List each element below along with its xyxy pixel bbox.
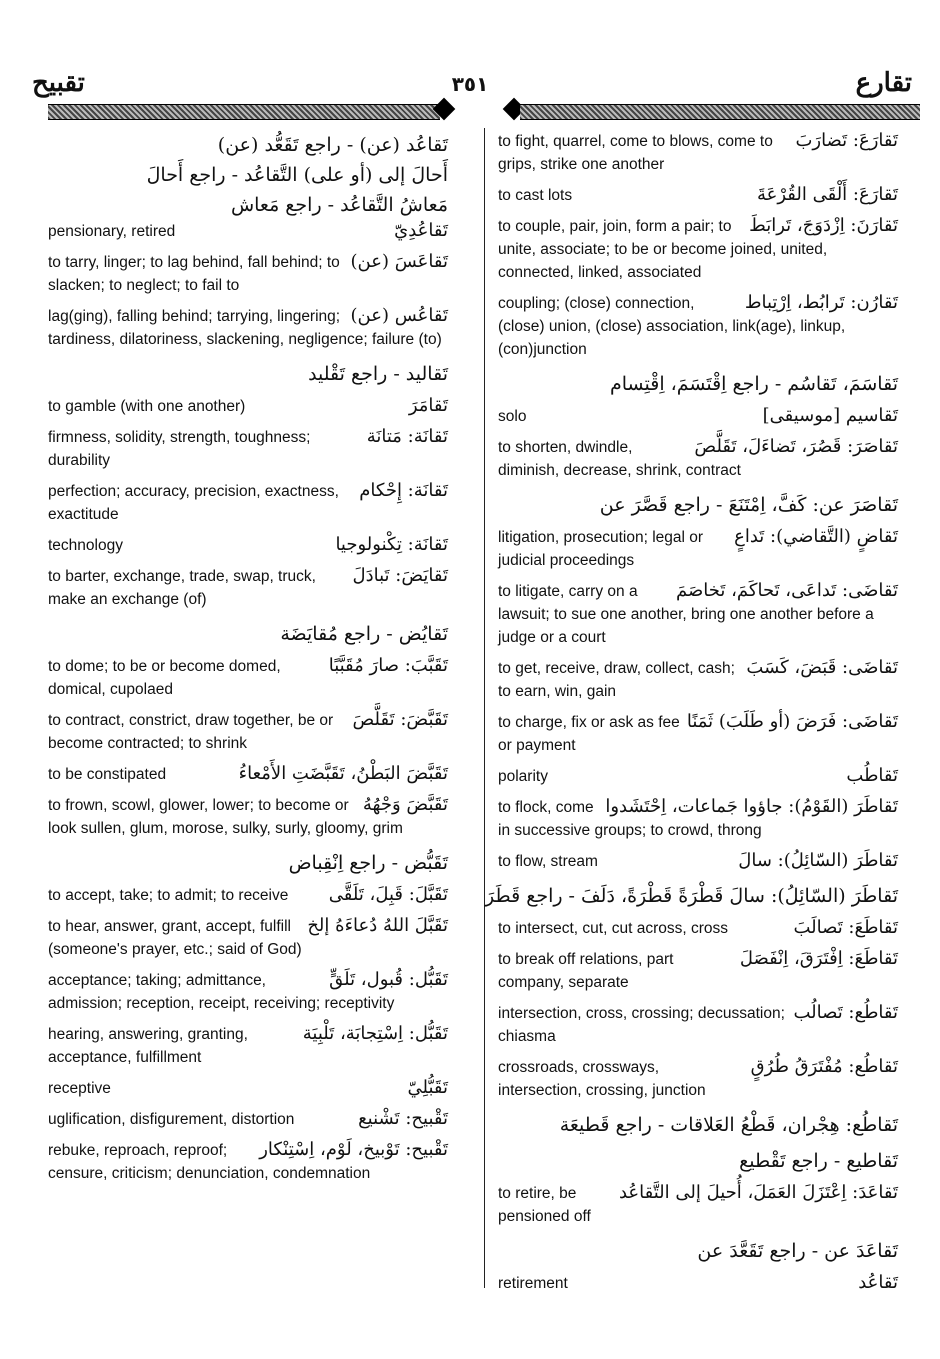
english-definition: to charge, fix or ask as fee or payment — [498, 714, 680, 754]
header-rule-right — [520, 104, 920, 120]
arabic-headword: تَقانَة: تِكْنولوجيا — [335, 534, 448, 555]
dictionary-entry — [48, 915, 448, 961]
english-definition: uglification, disfigurement, distortion — [48, 1111, 295, 1128]
english-definition: to retire, be pensioned off — [498, 1185, 591, 1225]
arabic-headword: تَقانَة: مَتانَة — [366, 426, 448, 447]
header-right-word: تقارع — [855, 68, 912, 98]
arabic-headword: تَقارَعَ: تَضارَبَ — [795, 130, 898, 151]
english-definition: to be constipated — [48, 766, 167, 783]
english-definition: to intersect, cut, cut across, cross — [498, 920, 728, 937]
arabic-headword: تَقَبَّضَ وَجْهُهُ — [362, 794, 448, 815]
english-definition: to barter, exchange, trade, swap, truck, make an exchange (of) — [48, 568, 316, 608]
arabic-headword: تَقَبَّضَ: تَقَلَّصَ — [352, 709, 448, 730]
column-divider — [484, 128, 485, 1288]
arabic-headword: تَقاطَعَ: اِفْتَرَقَ، اِنْفَصَلَ — [739, 948, 898, 969]
dictionary-entry — [498, 215, 898, 284]
arabic-headword: تَقَبَّلَ اللهُ دُعاءَهُ إلخ — [307, 915, 448, 936]
dictionary-entry — [48, 1139, 448, 1185]
english-definition: pensionary, retired — [48, 223, 176, 240]
english-definition: to get, receive, draw, collect, cash; to earn, win, gain — [498, 660, 735, 700]
arabic-headword: تَقَبُّل: قُبول، تَلَقٍّ — [329, 969, 448, 990]
dictionary-entry — [498, 580, 898, 649]
arabic-headword: تَقَبَّضَ البَطْنُ، تَقَبَّضَتِ الأَمْعاءُ — [238, 763, 448, 784]
page-number: ٣٥١ — [451, 72, 489, 96]
dictionary-entry — [498, 526, 898, 572]
dictionary-entry — [48, 969, 448, 1015]
dictionary-entry — [498, 184, 898, 207]
cross-reference-line: تَقاطَرَ (السّائِلُ): سالَ قَطْرَةً قَطْرَةً، دَلَفَ - راجع قَطَرَ — [485, 885, 898, 907]
english-definition: to couple, pair, join, form a pair; to unite, associate; to be or become joined, united, connected, linked, associated — [498, 218, 828, 281]
dictionary-entry — [48, 709, 448, 755]
english-definition: coupling; (close) connection, (close) union, (close) association, link(age), linkup, (con)junction — [498, 295, 846, 358]
dictionary-entry — [498, 917, 898, 940]
dictionary-entry — [498, 405, 898, 428]
arabic-headword: تَقارَنَ: اِزْدَوَجَ، تَرابَطَ — [749, 215, 898, 236]
dictionary-entry — [48, 884, 448, 907]
arabic-headword: تَقاعَدَ: اِعْتَزَلَ العَمَلَ، أُحيلَ إلى التَّقاعُد — [618, 1182, 898, 1203]
dictionary-entry — [498, 657, 898, 703]
cross-reference-line: تَقاسَمَ، تَقاسُم - راجع اِقْتَسَمَ، اِقْتِسام — [610, 373, 898, 395]
english-definition: receptive — [48, 1080, 111, 1097]
english-definition: technology — [48, 537, 123, 554]
dictionary-entry — [498, 711, 898, 757]
dictionary-entry — [498, 850, 898, 873]
english-definition: to accept, take; to admit; to receive — [48, 887, 289, 904]
dictionary-entry — [498, 796, 898, 842]
english-definition: intersection, cross, crossing; decussation; chiasma — [498, 1005, 785, 1045]
arabic-headword: تَقَبَّبَ: صارَ مُقَبَّبًا — [328, 655, 448, 676]
english-definition: rebuke, reproach, reproof; censure, criticism; denunciation, condemnation — [48, 1142, 371, 1182]
english-definition: to litigate, carry on a lawsuit; to sue one another, bring one another before a judge or a court — [498, 583, 874, 646]
dictionary-entry — [498, 1002, 898, 1048]
english-definition: crossroads, crossways, intersection, crossing, junction — [498, 1059, 706, 1099]
arabic-headword: تَقاضَى: تَداعَى، تَحاكَمَ، تَخاصَمَ — [676, 580, 898, 601]
english-definition: hearing, answering, granting, acceptance, fulfillment — [48, 1026, 248, 1066]
cross-reference-line: تَقاطيع - راجع تَقْطيع — [739, 1150, 898, 1172]
english-definition: acceptance; taking; admittance, admission; reception, receipt, receiving; receptivity — [48, 972, 395, 1012]
english-definition: to contract, constrict, draw together, be or become contracted; to shrink — [48, 712, 334, 752]
english-definition: perfection; accuracy, precision, exactness, exactitude — [48, 483, 339, 523]
dictionary-entry — [498, 130, 898, 176]
arabic-headword: تَقاعُد — [858, 1272, 898, 1293]
arabic-headword: تَقاضَى: قَبَضَ، كَسَبَ — [746, 657, 898, 678]
arabic-headword: تَقاصَرَ: قَصُرَ، تَضاءَلَ، تَقَلَّصَ — [694, 436, 898, 457]
dictionary-entry — [48, 305, 448, 351]
arabic-headword: تَقاطُع: مُفْتَرَقُ طُرُقٍ — [750, 1056, 898, 1077]
dictionary-entry — [48, 1108, 448, 1131]
arabic-headword: تَقاطُع: تَصالُب — [793, 1002, 898, 1023]
arabic-headword: تَقايَضَ: تَبادَلَ — [352, 565, 448, 586]
arabic-headword: تَقَبُّل: اِسْتِجابَة، تَلْبِيَة — [302, 1023, 448, 1044]
left-column — [48, 130, 448, 1193]
english-definition: retirement — [498, 1275, 568, 1292]
dictionary-entry — [498, 1182, 898, 1228]
english-definition: to fight, quarrel, come to blows, come to grips, strike one another — [498, 133, 773, 173]
arabic-headword: تَقارُن: تَرابُط، اِرْتِباط — [744, 292, 898, 313]
arabic-reference-line: مَعاشُ التَّقاعُد - راجع مَعاش — [230, 194, 448, 216]
cross-reference-line: تَقاعَدَ عن - راجع تَقَعَّدَ عن — [697, 1240, 898, 1262]
cross-reference-line: تَقاليد - راجع تَقْليد — [308, 363, 448, 385]
english-definition: polarity — [498, 768, 548, 785]
arabic-headword: تَقاسيم [موسيقى] — [762, 405, 898, 426]
header-rule-left — [48, 104, 440, 120]
cross-reference-line: تَقاصَرَ عن: كَفَّ، اِمْتَنَعَ - راجع قَصَّرَ عن — [599, 494, 898, 516]
dictionary-entry — [498, 948, 898, 994]
english-definition: to flock, come in successive groups; to crowd, throng — [498, 799, 762, 839]
dictionary-entry — [498, 292, 898, 361]
cross-reference-line: تَقَبُّض - راجع اِنْقِباض — [288, 852, 448, 874]
arabic-headword: تَقاطُب — [846, 765, 898, 786]
english-definition: to hear, answer, grant, accept, fulfill (someone's prayer, etc.; said of God) — [48, 918, 302, 958]
dictionary-entry — [48, 655, 448, 701]
dictionary-entry — [48, 565, 448, 611]
arabic-headword: تَقْبيح: تَشْنيع — [358, 1108, 448, 1129]
english-definition: to gamble (with one another) — [48, 398, 246, 415]
arabic-headword: تَقاعُس (عن) — [350, 305, 448, 326]
dictionary-entry — [498, 436, 898, 482]
dictionary-entry — [48, 220, 448, 243]
arabic-headword: تَقاعُدِيّ — [394, 220, 448, 241]
dictionary-entry — [498, 1056, 898, 1102]
english-definition: to shorten, dwindle, diminish, decrease, shrink, contract — [498, 439, 741, 479]
arabic-headword: تَقانَة: إِحْكام — [359, 480, 448, 501]
arabic-headword: تَقاضَى: فَرَضَ (أو طَلَبَ) ثَمَنًا — [686, 711, 898, 732]
arabic-headword: تَقاضٍ (التَّقاضي): تَداعٍ — [734, 526, 898, 547]
english-definition: to cast lots — [498, 187, 573, 204]
english-definition: litigation, prosecution; legal or judicial proceedings — [498, 529, 704, 569]
dictionary-entry — [48, 1023, 448, 1069]
english-definition: to frown, scowl, glower, lower; to become or look sullen, glum, morose, sulky, surly, gloomy, grim — [48, 797, 403, 837]
dictionary-entry — [48, 794, 448, 840]
arabic-headword: تَقَبَّلَ: قَبِلَ، تَلَقَّى — [328, 884, 448, 905]
dictionary-entry — [48, 534, 448, 557]
arabic-headword: تَقْبيح: تَوْبيخ، لَوْم، اِسْتِنْكار — [259, 1139, 448, 1160]
english-definition: solo — [498, 408, 527, 425]
english-definition: to break off relations, part company, separate — [498, 951, 674, 991]
arabic-headword: تَقاطَعَ: تَصالَبَ — [793, 917, 898, 938]
cross-reference-line: تَقاطُع: هِجْران، قَطْعُ العَلاقات - راجع قَطيعَة — [559, 1114, 898, 1136]
dictionary-entry — [498, 1272, 898, 1295]
english-definition: to tarry, linger; to lag behind, fall behind; to slacken; to neglect; to fail to — [48, 254, 340, 294]
arabic-headword: تَقاعَسَ (عن) — [350, 251, 448, 272]
header-left-word: تقبيح — [32, 68, 85, 98]
english-definition: to flow, stream — [498, 853, 598, 870]
arabic-headword: تَقارَعَ: أَلْقَى القُرْعَةَ — [756, 184, 898, 205]
dictionary-entry — [48, 426, 448, 472]
english-definition: to dome; to be or become domed, domical, cupolaed — [48, 658, 281, 698]
dictionary-entry — [48, 763, 448, 786]
english-definition: firmness, solidity, strength, toughness; durability — [48, 429, 311, 469]
dictionary-entry — [48, 480, 448, 526]
arabic-headword: تَقَبُّلِيّ — [407, 1077, 448, 1098]
dictionary-entry — [48, 395, 448, 418]
arabic-reference-line: تَقاعُد (عن) - راجع تَقَعُّد (عن) — [217, 134, 448, 156]
dictionary-entry — [498, 765, 898, 788]
arabic-headword: تَقاطَرَ (السّائِلُ): سالَ — [738, 850, 898, 871]
dictionary-entry — [48, 1077, 448, 1100]
arabic-headword: تَقامَرَ — [408, 395, 448, 416]
cross-reference-line: تَقايُض - راجع مُقايَضَة — [280, 623, 448, 645]
dictionary-entry — [48, 251, 448, 297]
arabic-headword: تَقاطَرَ (القَوْمُ): جاؤوا جَماعات، اِحْتَشَدوا — [605, 796, 898, 817]
arabic-reference-line: أَحالَ إلى (أو على) التَّقاعُد - راجع أَحالَ — [146, 164, 448, 186]
english-definition: lag(ging), falling behind; tarrying, lingering; tardiness, dilatoriness, slackening, negligence; failure (to) — [48, 308, 442, 348]
right-column — [485, 130, 898, 1303]
